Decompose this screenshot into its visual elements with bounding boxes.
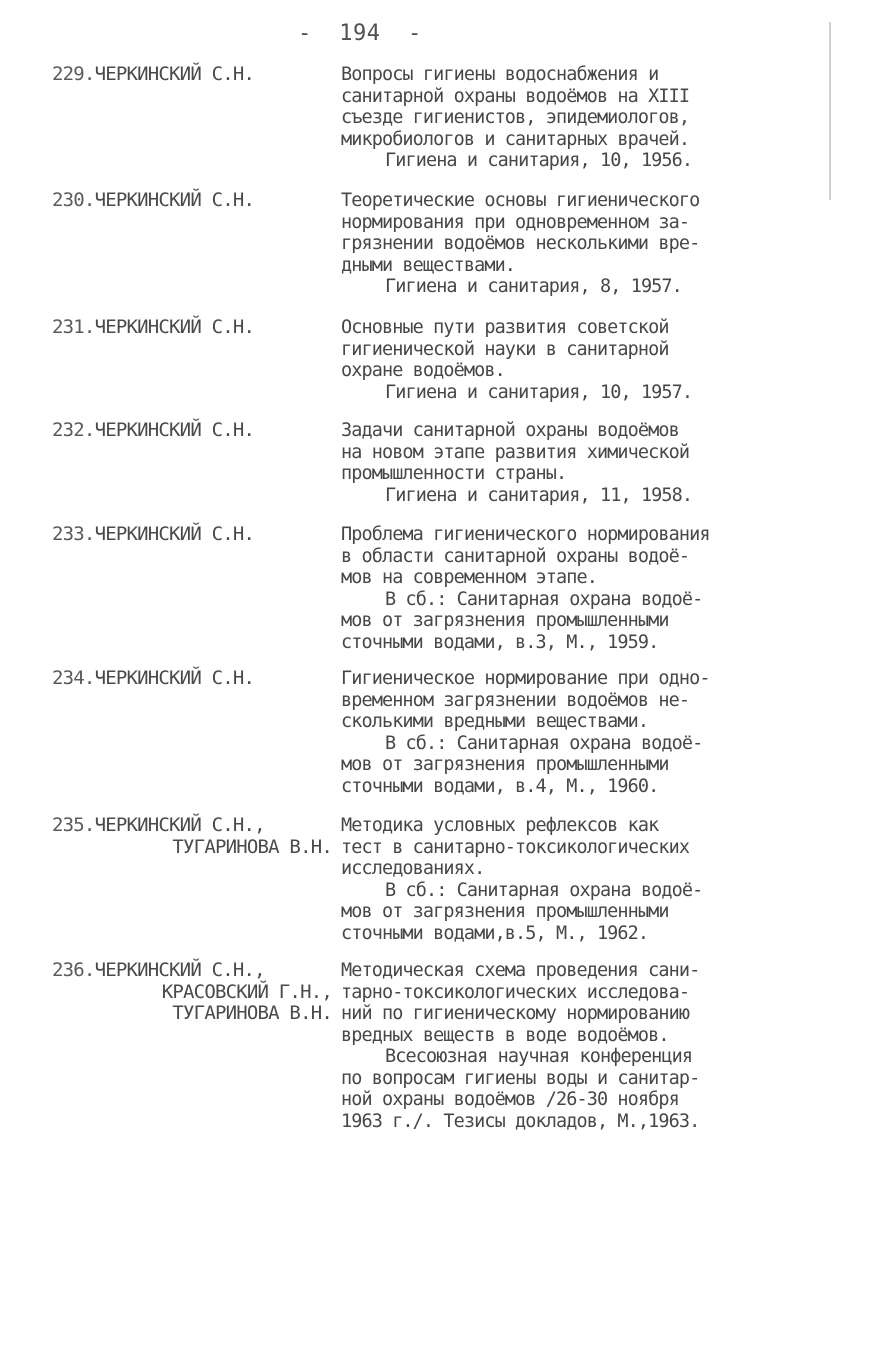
entry-number: 229. bbox=[52, 63, 95, 85]
entry-title-line: съезде гигиенистов, эпидемиологов, bbox=[341, 107, 690, 128]
entry-title-line: на новом этапе развития химической bbox=[341, 441, 690, 463]
entry-authors bbox=[52, 668, 337, 690]
page-number: - 194 - bbox=[298, 21, 422, 46]
entry-number: 235. bbox=[52, 814, 95, 836]
entry-title-line: Методическая схема проведения сани- bbox=[341, 960, 700, 981]
entry-number: 233. bbox=[52, 523, 95, 545]
entry-source-line: В сб.: Санитарная охрана водоё- bbox=[385, 879, 703, 901]
entry-authors bbox=[52, 815, 337, 858]
entry-authors bbox=[52, 190, 337, 212]
author-name: ЧЕРКИНСКИЙ С.Н. bbox=[94, 523, 255, 545]
author-name: ТУГАРИНОВА В.Н. bbox=[172, 1002, 332, 1024]
entry-source-line: В сб.: Санитарная охрана водоё- bbox=[385, 732, 703, 754]
entry-authors bbox=[52, 64, 337, 86]
entry-first-author bbox=[52, 960, 337, 982]
entry-source-line: мов от загрязнения промышленными bbox=[341, 754, 669, 775]
entry-title-line: нормирования при одновременном за- bbox=[341, 211, 690, 233]
entry-title-line: Основные пути развития советской bbox=[341, 317, 669, 338]
entry-source-line: Всесоюзная научная конференция bbox=[385, 1046, 693, 1067]
entry-description bbox=[341, 524, 841, 653]
entry-description bbox=[341, 420, 841, 506]
entry-title-line: Гигиеническое нормирование при одно- bbox=[341, 668, 710, 689]
entry-number: 236. bbox=[52, 959, 95, 981]
entry-first-author bbox=[52, 64, 337, 86]
entry-title-line: Теоретические основы гигиенического bbox=[341, 190, 700, 211]
entry-description bbox=[341, 190, 841, 298]
author-name: ЧЕРКИНСКИЙ С.Н., bbox=[94, 814, 265, 836]
entry-title-line: грязнении водоёмов несколькими вре- bbox=[341, 233, 700, 254]
entry-first-author bbox=[52, 420, 337, 442]
entry-description bbox=[341, 64, 841, 172]
entry-description bbox=[341, 317, 841, 403]
entry-source-line: Гигиена и санитария, 11, 1958. bbox=[385, 484, 693, 506]
entry-title-line: временном загрязнении водоёмов не- bbox=[341, 689, 690, 711]
entry-authors bbox=[52, 524, 337, 546]
entry-source-line: сточными водами,в.5, М., 1962. bbox=[341, 922, 649, 944]
entry-title-line: тест в санитарно-токсикологических bbox=[341, 836, 690, 858]
entry-first-author bbox=[52, 190, 337, 212]
entry-title-line: дными веществами. bbox=[341, 254, 516, 276]
entry-title-line: вредных веществ в воде водоёмов. bbox=[341, 1024, 669, 1046]
entry-first-author bbox=[52, 524, 337, 546]
entry-title-line: Проблема гигиенического нормирования bbox=[341, 524, 710, 545]
author-name: ТУГАРИНОВА В.Н. bbox=[172, 835, 332, 858]
author-name: ЧЕРКИНСКИЙ С.Н., bbox=[94, 959, 265, 981]
entry-title-line: сколькими вредными веществами. bbox=[341, 711, 649, 732]
entry-source-line: Гигиена и санитария, 8, 1957. bbox=[385, 276, 682, 297]
entry-number: 230. bbox=[52, 189, 95, 211]
entry-title-line: санитарной охраны водоёмов на XIII bbox=[341, 85, 690, 107]
entry-description bbox=[341, 960, 841, 1132]
entry-source-line: В сб.: Санитарная охрана водоё- bbox=[385, 588, 703, 610]
entry-source-line: Гигиена и санитария, 10, 1957. bbox=[385, 381, 693, 403]
author-name: ЧЕРКИНСКИЙ С.Н. bbox=[94, 189, 255, 211]
author-name: КРАСОВСКИЙ Г.Н., bbox=[161, 980, 332, 1003]
entry-source-line: сточными водами, в.4, М., 1960. bbox=[341, 775, 659, 797]
entry-first-author bbox=[52, 668, 337, 690]
entry-source-line: Гигиена и санитария, 10, 1956. bbox=[385, 150, 693, 171]
entry-source-line: мов от загрязнения промышленными bbox=[341, 610, 669, 631]
author-name: ЧЕРКИНСКИЙ С.Н. bbox=[94, 63, 255, 85]
entry-title-line: промышленности страны. bbox=[341, 463, 567, 484]
entry-description bbox=[341, 815, 841, 944]
entry-source-line: мов от загрязнения промышленными bbox=[341, 901, 669, 922]
entry-source-line: 1963 г./. Тезисы докладов, М.,1963. bbox=[341, 1110, 700, 1132]
entry-title-line: исследованиях. bbox=[341, 858, 485, 879]
entry-authors bbox=[52, 960, 337, 1025]
entry-title-line: Задачи санитарной охраны водоёмов bbox=[341, 420, 679, 441]
author-name: ЧЕРКИНСКИЙ С.Н. bbox=[94, 667, 255, 689]
entry-description bbox=[341, 668, 841, 797]
author-name: ЧЕРКИНСКИЙ С.Н. bbox=[94, 419, 255, 441]
author-name: ЧЕРКИНСКИЙ С.Н. bbox=[94, 316, 255, 338]
entry-number: 231. bbox=[52, 316, 95, 338]
entry-title-line: мов на современном этапе. bbox=[341, 567, 597, 588]
entry-source-line: сточными водами, в.3, М., 1959. bbox=[341, 631, 659, 653]
entry-source-line: по вопросам гигиены воды и санитар- bbox=[341, 1067, 700, 1089]
entry-title-line: гигиенической науки в санитарной bbox=[341, 338, 669, 360]
entry-title-line: в области санитарной охраны водоё- bbox=[341, 545, 690, 567]
entry-title-line: ний по гигиеническому нормированию bbox=[341, 1003, 690, 1024]
entry-first-author bbox=[52, 317, 337, 339]
entry-title-line: микробиологов и санитарных врачей. bbox=[341, 128, 690, 150]
entry-number: 232. bbox=[52, 419, 95, 441]
entry-number: 234. bbox=[52, 667, 95, 689]
entry-first-author bbox=[52, 815, 337, 837]
entry-title-line: охране водоёмов. bbox=[341, 360, 505, 381]
entry-title-line: Методика условных рефлексов как bbox=[341, 815, 659, 836]
entry-authors bbox=[52, 420, 337, 442]
entry-title-line: тарно-токсикологических исследова- bbox=[341, 981, 690, 1003]
entry-authors bbox=[52, 317, 337, 339]
entry-source-line: ной охраны водоёмов /26-30 ноября bbox=[341, 1089, 679, 1110]
entry-title-line: Вопросы гигиены водоснабжения и bbox=[341, 64, 659, 85]
